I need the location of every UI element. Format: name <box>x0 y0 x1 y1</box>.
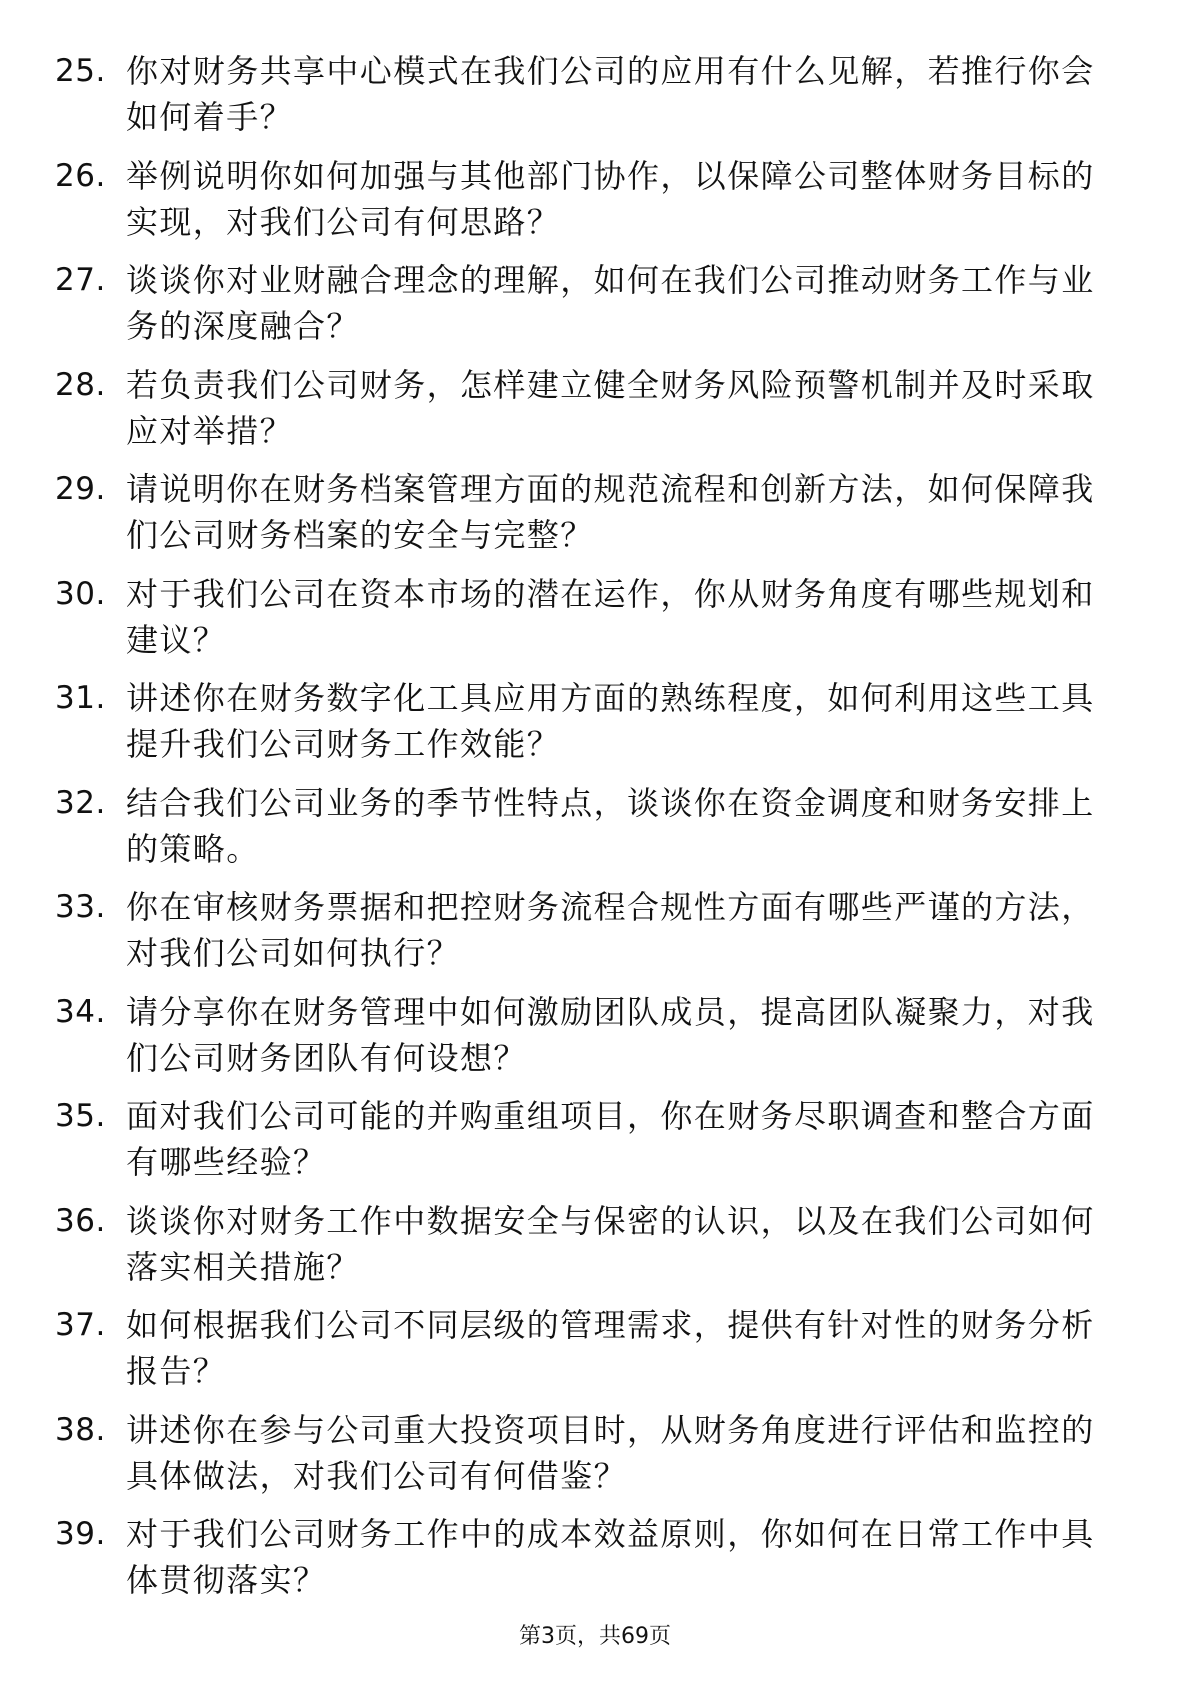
question-item <box>0 48 1190 153</box>
question-number: 34. <box>55 993 106 1030</box>
question-number: 30. <box>55 575 106 612</box>
question-item <box>0 153 1190 258</box>
question-text: 结合我们公司业务的季节性特点，谈谈你在资金调度和财务安排上的策略。 <box>126 783 1095 868</box>
question-text: 对于我们公司财务工作中的成本效益原则，你如何在日常工作中具体贯彻落实？ <box>126 1515 1095 1599</box>
question-number: 29. <box>55 471 106 507</box>
question-text: 谈谈你对业财融合理念的理解，如何在我们公司推动财务工作与业务的深度融合？ <box>126 261 1095 345</box>
page-number: 第3页，共69页 <box>519 1624 671 1649</box>
question-text: 请说明你在财务档案管理方面的规范流程和创新方法，如何保障我们公司财务档案的安全与完整？ <box>126 470 1095 554</box>
question-item <box>0 780 1190 885</box>
question-number: 25. <box>55 53 106 89</box>
question-item <box>0 362 1190 467</box>
question-item <box>0 257 1190 362</box>
question-number: 27. <box>55 262 106 298</box>
question-text: 谈谈你对财务工作中数据安全与保密的认识，以及在我们公司如何落实相关措施？ <box>126 1201 1095 1286</box>
question-text: 你对财务共享中心模式在我们公司的应用有什么见解，若推行你会如何着手？ <box>126 52 1095 136</box>
question-number: 39. <box>55 1516 106 1552</box>
question-text: 讲述你在财务数字化工具应用方面的熟练程度，如何利用这些工具提升我们公司财务工作效能？ <box>126 679 1095 763</box>
question-list <box>0 48 1190 1616</box>
question-item <box>0 1511 1190 1616</box>
question-text: 举例说明你如何加强与其他部门协作，以保障公司整体财务目标的实现，对我们公司有何思路？ <box>126 156 1095 241</box>
question-number: 28. <box>55 366 106 403</box>
question-number: 32. <box>55 784 106 821</box>
question-text: 你在审核财务票据和把控财务流程合规性方面有哪些严谨的方法，对我们公司如何执行？ <box>126 888 1095 972</box>
question-item <box>0 884 1190 989</box>
question-text: 面对我们公司可能的并购重组项目，你在财务尽职调查和整合方面有哪些经验？ <box>126 1097 1095 1181</box>
question-item <box>0 1407 1190 1512</box>
question-text: 对于我们公司在资本市场的潜在运作，你从财务角度有哪些规划和建议？ <box>126 574 1095 659</box>
question-item <box>0 675 1190 780</box>
question-text: 请分享你在财务管理中如何激励团队成员，提高团队凝聚力，对我们公司财务团队有何设想？ <box>126 992 1095 1077</box>
question-number: 38. <box>55 1411 106 1448</box>
question-item <box>0 1198 1190 1303</box>
question-number: 35. <box>55 1098 106 1134</box>
question-number: 31. <box>55 680 106 716</box>
question-text: 讲述你在参与公司重大投资项目时，从财务角度进行评估和监控的具体做法，对我们公司有何借鉴？ <box>126 1410 1095 1495</box>
question-item <box>0 989 1190 1094</box>
question-item <box>0 571 1190 676</box>
question-text: 若负责我们公司财务，怎样建立健全财务风险预警机制并及时采取应对举措？ <box>126 365 1095 450</box>
question-item <box>0 1302 1190 1407</box>
question-number: 33. <box>55 889 106 925</box>
question-text: 如何根据我们公司不同层级的管理需求，提供有针对性的财务分析报告？ <box>126 1306 1095 1390</box>
question-item <box>0 466 1190 571</box>
question-item <box>0 1093 1190 1198</box>
question-number: 26. <box>55 157 106 194</box>
question-number: 36. <box>55 1202 106 1239</box>
question-number: 37. <box>55 1307 106 1343</box>
